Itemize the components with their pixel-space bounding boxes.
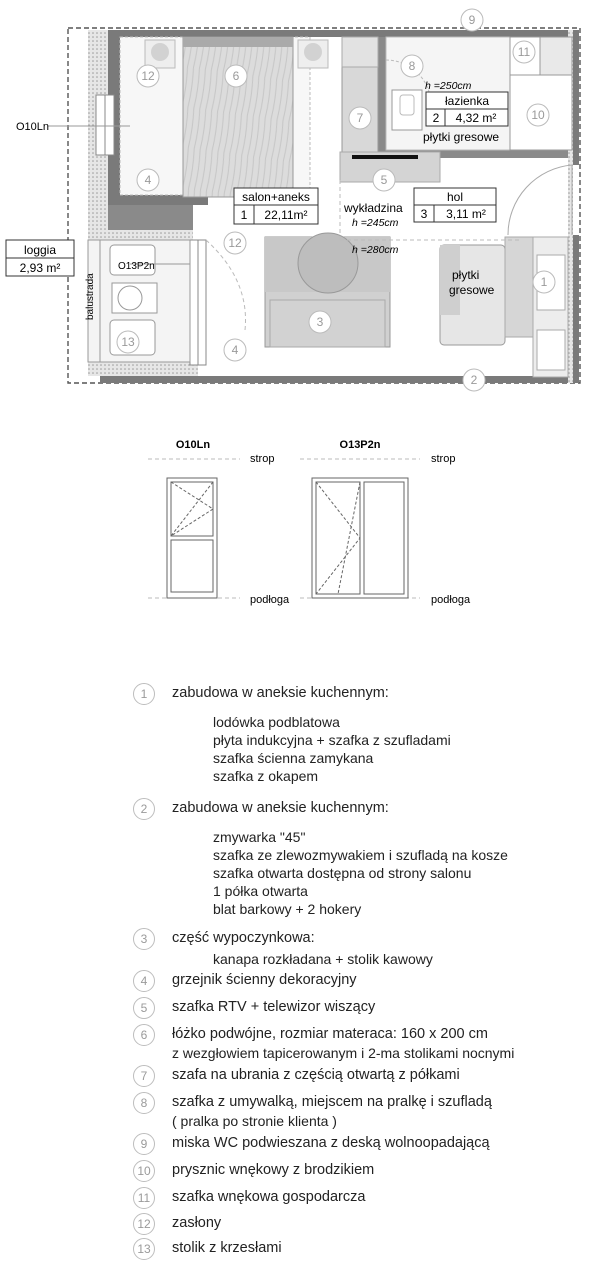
marker-5 [373,169,395,191]
legend-title: zabudowa w aneksie kuchennym: [172,800,389,816]
svg-text:12: 12 [141,69,155,83]
wall-bottom [100,376,578,383]
legend-subitems [172,1044,514,1062]
svg-text:22,11m²: 22,11m² [264,208,308,222]
legend-number: 8 [133,1092,155,1114]
marker-6 [225,65,247,87]
legend-number: 3 [133,928,155,950]
svg-text:13: 13 [121,335,135,349]
floor-carpet: wykładzina [344,201,403,215]
legend-number: 9 [133,1133,155,1155]
legend-number: 13 [133,1238,155,1260]
wall-bath-left [378,37,386,157]
bed [183,37,293,197]
window1-top: strop [250,453,275,465]
svg-text:12: 12 [228,236,242,250]
marker-8 [401,55,423,77]
svg-text:1: 1 [540,275,548,289]
svg-text:3,11 m²: 3,11 m² [446,207,486,221]
legend-title: zabudowa w aneksie kuchennym: [172,685,389,701]
legend-title: szafka wnękowa gospodarcza [172,1189,366,1205]
legend-title: szafa na ubrania z częścią otwartą z półkami [172,1067,460,1083]
legend-number: 7 [133,1065,155,1087]
tag-balustrade: balustrada [85,273,96,320]
marker-3 [309,311,331,333]
marker-4b [224,339,246,361]
legend-subitem: kanapa rozkładana + stolik kawowy [213,951,433,967]
tag-window-loggia: O13P2n [118,261,155,272]
floor-bath: płytki gresowe [423,130,500,144]
svg-text:3: 3 [420,207,428,221]
svg-text:1: 1 [240,208,248,222]
legend-subitem: zmywarka "45" [213,829,306,845]
wall-step2 [108,205,193,230]
legend-title: miska WC podwieszana z deską wolnoopadającą [172,1135,490,1151]
legend-number: 2 [133,798,155,820]
marker-2 [463,369,485,391]
legend-title: łóżko podwójne, rozmiar materaca: 160 x 200 cm [172,1026,488,1042]
window1-drawing [167,478,217,598]
legend-subitems [213,950,433,968]
marker-13 [117,331,139,353]
marker-12a [137,65,159,87]
legend-subitems [213,713,451,785]
height-hall: h =245cm [352,217,399,229]
window1-bottom: podłoga [250,594,290,606]
svg-text:salon+aneks: salon+aneks [242,190,310,204]
floor-plan [0,0,600,400]
tag-window-left: O10Ln [16,121,50,133]
height-bath: h =250cm [425,80,472,92]
svg-text:5: 5 [380,173,388,187]
legend-subitem: lodówka podblatowa [213,714,340,730]
legend-number: 1 [133,683,155,705]
marker-4a [137,169,159,191]
marker-9 [461,9,483,31]
svg-text:łazienka: łazienka [444,94,490,108]
svg-text:11: 11 [517,45,531,59]
room-label-hol [414,188,496,222]
svg-text:4,32 m²: 4,32 m² [455,111,497,125]
legend-subitem: ( pralka po stronie klienta ) [172,1113,337,1129]
marker-12b [224,232,246,254]
legend-number: 10 [133,1160,155,1182]
legend-title: część wypoczynkowa: [172,930,315,946]
floor-kitchen-2: gresowe [449,283,495,297]
svg-text:9: 9 [468,13,476,27]
marker-7 [349,107,371,129]
legend-number: 4 [133,970,155,992]
legend-number: 5 [133,997,155,1019]
legend-title: grzejnik ścienny dekoracyjny [172,972,357,988]
svg-text:7: 7 [356,111,364,125]
svg-text:6: 6 [232,69,240,83]
room-label-lazienka [426,92,508,126]
legend-subitem: szafka ze zlewozmywakiem i szufladą na kosze [213,847,508,863]
insulation-loggia [88,230,193,240]
svg-text:4: 4 [231,343,239,357]
svg-text:2,93 m²: 2,93 m² [19,261,61,275]
svg-text:4: 4 [144,173,152,187]
legend-title: szafka z umywalką, miejscem na pralkę i szufladą [172,1094,492,1110]
window2-code: O13P2n [339,439,381,451]
svg-text:10: 10 [531,108,545,122]
room-label-salon [234,188,318,224]
legend-subitems [172,1112,337,1130]
svg-text:loggia: loggia [23,243,57,257]
marker-11 [513,41,535,63]
legend-subitems [213,828,508,918]
window2-drawing [312,478,408,598]
legend-number: 11 [133,1187,155,1209]
svg-text:8: 8 [408,59,416,73]
coffee-table [298,233,358,293]
legend-title: prysznic wnękowy z brodzikiem [172,1162,375,1178]
marker-10 [527,104,549,126]
legend-number: 6 [133,1024,155,1046]
legend-title: zasłony [172,1215,222,1231]
window1-code: O10Ln [175,439,211,451]
wall-top [108,30,578,37]
svg-text:3: 3 [316,315,324,329]
window2-top: strop [431,453,456,465]
window-elevations [0,430,600,630]
svg-text:2: 2 [432,111,440,125]
wall-right [572,30,579,165]
floor-kitchen-1: płytki [452,268,480,282]
legend-subitem: z wezgłowiem tapicerowanym i 2-ma stolikami nocnymi [172,1045,515,1061]
svg-text:hol: hol [446,190,464,204]
height-living: h =280cm [352,244,399,256]
marker-1 [533,271,555,293]
legend-subitem: blat barkowy + 2 hokery [213,901,362,917]
legend-subitem: płyta indukcyjna + szafka z szufladami [213,732,451,748]
window2-bottom: podłoga [431,594,471,606]
wall-right-lower [572,235,579,383]
legend-title: stolik z krzesłami [172,1240,282,1256]
insulation-bottom [88,362,198,376]
room-label-loggia [6,240,74,276]
legend-subitem: 1 półka otwarta [213,883,308,899]
svg-text:2: 2 [470,373,478,387]
legend-subitem: szafka otwarta dostępna od strony salonu [213,865,472,881]
legend-number: 12 [133,1213,155,1235]
legend-subitem: szafka z okapem [213,768,319,784]
legend-title: szafka RTV + telewizor wiszący [172,999,376,1015]
legend-subitem: szafka ścienna zamykana [213,750,374,766]
